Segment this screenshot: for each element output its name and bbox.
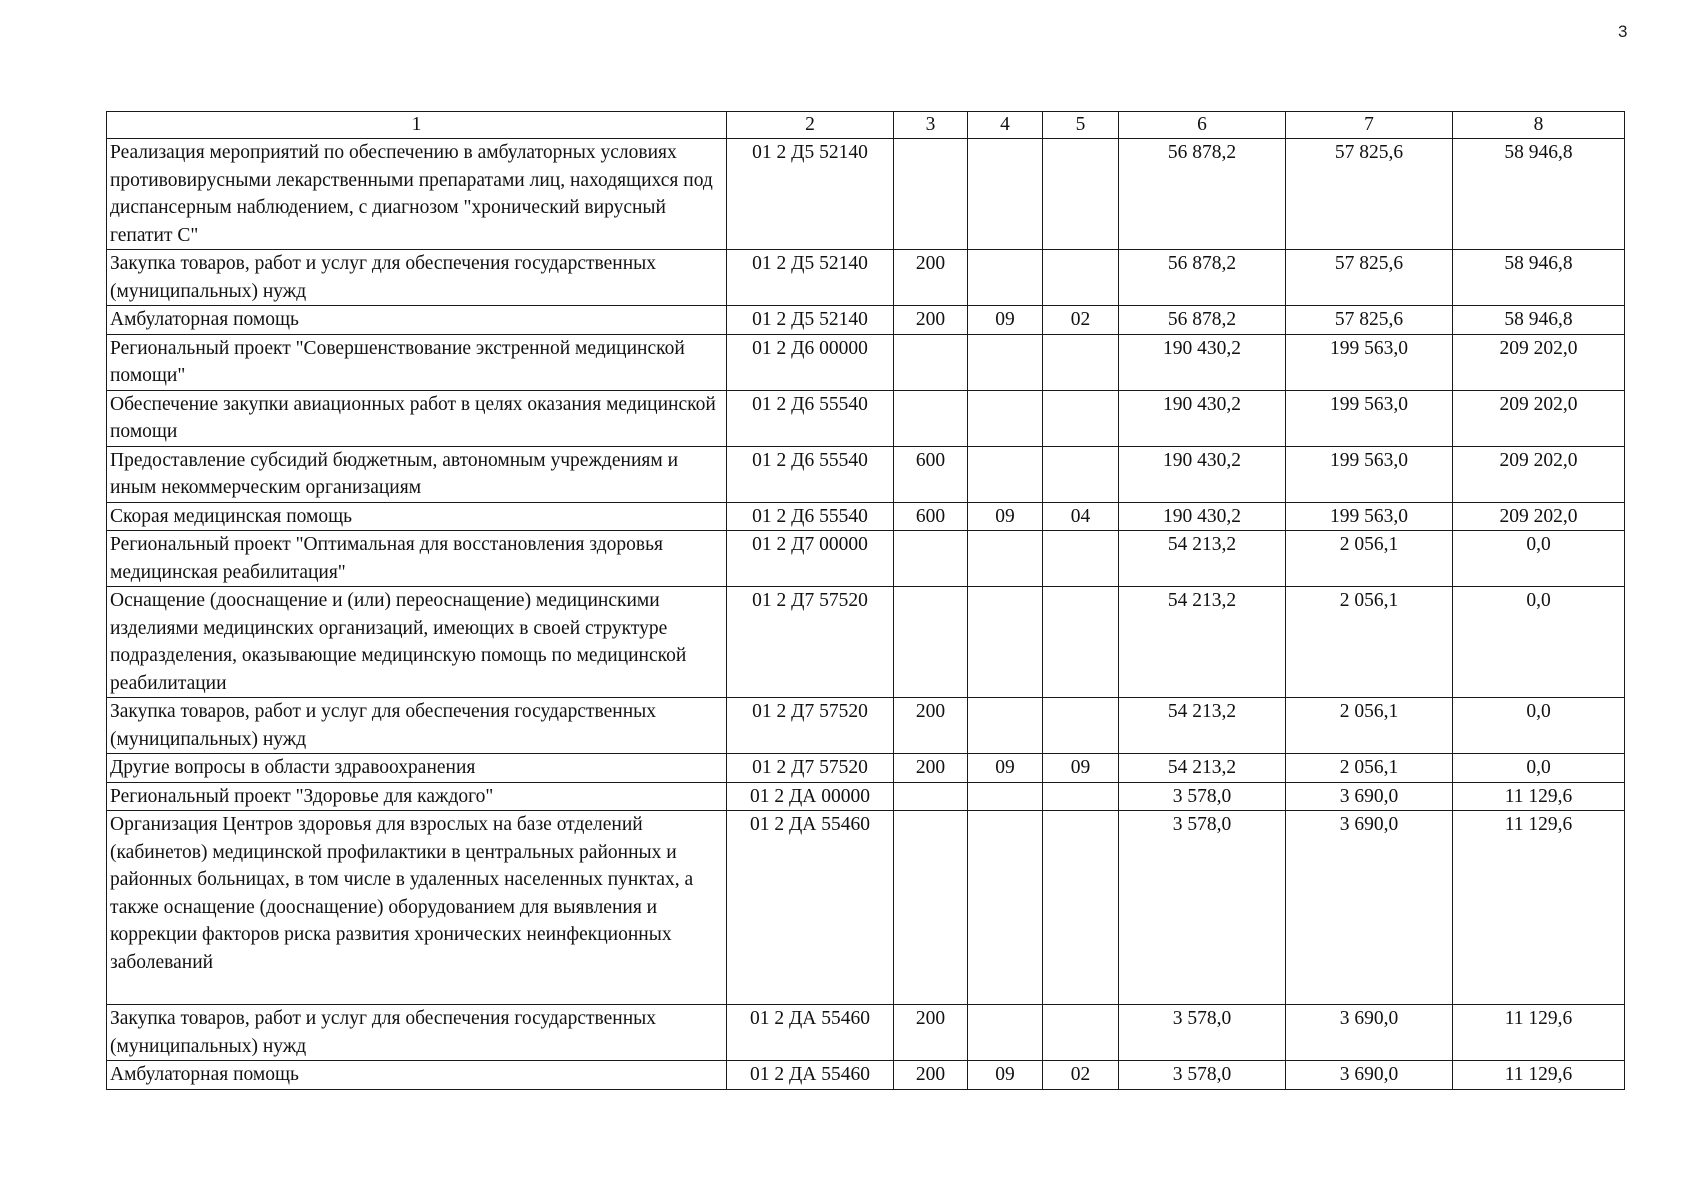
table-row [107, 502, 1625, 531]
row-value-8: 58 946,8 [1453, 306, 1625, 335]
row-value-6: 3 578,0 [1119, 1061, 1286, 1090]
row-col-3 [894, 782, 968, 811]
row-code: 01 2 ДА 55460 [727, 811, 894, 1005]
row-name: Амбулаторная помощь [107, 1061, 727, 1090]
row-value-8: 0,0 [1453, 587, 1625, 698]
header-col-4: 4 [968, 112, 1043, 139]
row-value-7: 57 825,6 [1286, 306, 1453, 335]
row-name: Региональный проект "Здоровье для каждого" [107, 782, 727, 811]
row-col-3 [894, 390, 968, 446]
row-value-6: 190 430,2 [1119, 502, 1286, 531]
row-name: Обеспечение закупки авиационных работ в целях оказания медицинской помощи [107, 390, 727, 446]
row-value-7: 199 563,0 [1286, 446, 1453, 502]
row-col-3: 200 [894, 306, 968, 335]
row-col-3: 200 [894, 698, 968, 754]
row-code: 01 2 ДА 00000 [727, 782, 894, 811]
row-col-4 [968, 139, 1043, 250]
row-value-8: 209 202,0 [1453, 446, 1625, 502]
row-value-6: 54 213,2 [1119, 587, 1286, 698]
row-col-5: 09 [1043, 754, 1119, 783]
row-name: Закупка товаров, работ и услуг для обеспечения государственных (муниципальных) нужд [107, 698, 727, 754]
row-name: Амбулаторная помощь [107, 306, 727, 335]
row-value-6: 56 878,2 [1119, 306, 1286, 335]
row-value-8: 11 129,6 [1453, 782, 1625, 811]
row-value-7: 199 563,0 [1286, 334, 1453, 390]
row-code: 01 2 Д7 57520 [727, 698, 894, 754]
header-col-3: 3 [894, 112, 968, 139]
row-value-7: 57 825,6 [1286, 139, 1453, 250]
row-col-4 [968, 250, 1043, 306]
table-row [107, 446, 1625, 502]
row-value-6: 190 430,2 [1119, 334, 1286, 390]
row-col-3: 600 [894, 446, 968, 502]
header-col-1: 1 [107, 112, 727, 139]
row-code: 01 2 Д7 57520 [727, 754, 894, 783]
row-name: Региональный проект "Оптимальная для восстановления здоровья медицинская реабилитация" [107, 531, 727, 587]
header-col-5: 5 [1043, 112, 1119, 139]
row-col-3: 200 [894, 250, 968, 306]
row-code: 01 2 ДА 55460 [727, 1061, 894, 1090]
row-col-4 [968, 334, 1043, 390]
row-value-8: 209 202,0 [1453, 502, 1625, 531]
row-value-7: 3 690,0 [1286, 811, 1453, 1005]
row-value-7: 2 056,1 [1286, 587, 1453, 698]
row-value-8: 0,0 [1453, 754, 1625, 783]
row-value-7: 2 056,1 [1286, 531, 1453, 587]
row-value-6: 56 878,2 [1119, 250, 1286, 306]
row-col-4 [968, 390, 1043, 446]
table-row [107, 1005, 1625, 1061]
table-row [107, 334, 1625, 390]
table-row [107, 139, 1625, 250]
row-value-8: 11 129,6 [1453, 1005, 1625, 1061]
header-col-7: 7 [1286, 112, 1453, 139]
row-col-4 [968, 446, 1043, 502]
row-col-3 [894, 334, 968, 390]
row-value-8: 11 129,6 [1453, 811, 1625, 1005]
row-value-6: 54 213,2 [1119, 531, 1286, 587]
row-col-5 [1043, 1005, 1119, 1061]
row-value-6: 190 430,2 [1119, 446, 1286, 502]
table-row [107, 811, 1625, 1005]
row-value-8: 209 202,0 [1453, 390, 1625, 446]
row-value-6: 190 430,2 [1119, 390, 1286, 446]
table-body [107, 139, 1625, 1090]
row-col-5: 04 [1043, 502, 1119, 531]
header-col-6: 6 [1119, 112, 1286, 139]
row-value-7: 199 563,0 [1286, 390, 1453, 446]
row-col-4: 09 [968, 1061, 1043, 1090]
row-col-5: 02 [1043, 306, 1119, 335]
row-col-4 [968, 782, 1043, 811]
row-value-8: 209 202,0 [1453, 334, 1625, 390]
row-code: 01 2 Д5 52140 [727, 250, 894, 306]
table-row [107, 390, 1625, 446]
header-col-8: 8 [1453, 112, 1625, 139]
row-name: Другие вопросы в области здравоохранения [107, 754, 727, 783]
row-col-3 [894, 531, 968, 587]
row-name: Организация Центров здоровья для взрослых на базе отделений (кабинетов) медицинской профилактики в центральных районных и районных больницах, в том числе в удаленных населенных пунктах, а также оснащение (дооснащение) оборудованием для выявления и коррекции факторов риска развития хронических неинфекционных заболеваний [107, 811, 727, 1005]
row-value-6: 3 578,0 [1119, 782, 1286, 811]
row-code: 01 2 Д5 52140 [727, 306, 894, 335]
row-col-3: 200 [894, 1005, 968, 1061]
page-number: 3 [1618, 22, 1628, 41]
row-value-8: 11 129,6 [1453, 1061, 1625, 1090]
row-value-8: 0,0 [1453, 531, 1625, 587]
row-name: Закупка товаров, работ и услуг для обеспечения государственных (муниципальных) нужд [107, 250, 727, 306]
row-name: Закупка товаров, работ и услуг для обеспечения государственных (муниципальных) нужд [107, 1005, 727, 1061]
row-value-6: 56 878,2 [1119, 139, 1286, 250]
table-row [107, 698, 1625, 754]
row-value-8: 0,0 [1453, 698, 1625, 754]
row-col-4: 09 [968, 754, 1043, 783]
row-value-7: 57 825,6 [1286, 250, 1453, 306]
row-col-3 [894, 139, 968, 250]
row-value-6: 3 578,0 [1119, 1005, 1286, 1061]
row-col-3 [894, 587, 968, 698]
row-col-5 [1043, 250, 1119, 306]
header-row [107, 112, 1625, 139]
row-name: Оснащение (дооснащение и (или) переоснащение) медицинскими изделиями медицинских организаций, имеющих в своей структуре подразделения, оказывающие медицинскую помощь по медицинской реабилитации [107, 587, 727, 698]
row-value-7: 3 690,0 [1286, 1005, 1453, 1061]
header-col-2: 2 [727, 112, 894, 139]
row-col-5 [1043, 811, 1119, 1005]
row-code: 01 2 Д7 00000 [727, 531, 894, 587]
row-name: Региональный проект "Совершенствование экстренной медицинской помощи" [107, 334, 727, 390]
row-col-4 [968, 698, 1043, 754]
row-code: 01 2 ДА 55460 [727, 1005, 894, 1061]
row-code: 01 2 Д6 55540 [727, 446, 894, 502]
row-col-3: 200 [894, 754, 968, 783]
row-col-5 [1043, 446, 1119, 502]
row-col-5 [1043, 698, 1119, 754]
row-code: 01 2 Д5 52140 [727, 139, 894, 250]
row-code: 01 2 Д6 55540 [727, 502, 894, 531]
row-value-7: 199 563,0 [1286, 502, 1453, 531]
row-col-4 [968, 587, 1043, 698]
row-col-3: 600 [894, 502, 968, 531]
row-col-5 [1043, 390, 1119, 446]
budget-table-container [106, 111, 1624, 1090]
row-code: 01 2 Д6 00000 [727, 334, 894, 390]
row-value-7: 3 690,0 [1286, 1061, 1453, 1090]
table-row [107, 587, 1625, 698]
row-col-5 [1043, 139, 1119, 250]
table-row [107, 250, 1625, 306]
row-col-4: 09 [968, 306, 1043, 335]
row-col-3 [894, 811, 968, 1005]
row-col-5 [1043, 587, 1119, 698]
row-code: 01 2 Д6 55540 [727, 390, 894, 446]
row-name: Скорая медицинская помощь [107, 502, 727, 531]
row-col-5 [1043, 782, 1119, 811]
row-code: 01 2 Д7 57520 [727, 587, 894, 698]
row-value-6: 54 213,2 [1119, 698, 1286, 754]
budget-table [106, 111, 1625, 1090]
table-row [107, 531, 1625, 587]
row-value-8: 58 946,8 [1453, 250, 1625, 306]
row-name: Реализация мероприятий по обеспечению в амбулаторных условиях противовирусными лекарственными препаратами лиц, находящихся под диспансерным наблюдением, с диагнозом "хронический вирусный гепатит С" [107, 139, 727, 250]
row-value-6: 54 213,2 [1119, 754, 1286, 783]
row-value-6: 3 578,0 [1119, 811, 1286, 1005]
table-row [107, 306, 1625, 335]
row-value-7: 2 056,1 [1286, 698, 1453, 754]
row-value-7: 3 690,0 [1286, 782, 1453, 811]
row-value-7: 2 056,1 [1286, 754, 1453, 783]
row-col-5: 02 [1043, 1061, 1119, 1090]
row-name: Предоставление субсидий бюджетным, автономным учреждениям и иным некоммерческим организациям [107, 446, 727, 502]
row-col-3: 200 [894, 1061, 968, 1090]
table-row [107, 1061, 1625, 1090]
row-col-4 [968, 811, 1043, 1005]
row-value-8: 58 946,8 [1453, 139, 1625, 250]
row-col-4 [968, 531, 1043, 587]
row-col-5 [1043, 531, 1119, 587]
row-col-4 [968, 1005, 1043, 1061]
row-col-4: 09 [968, 502, 1043, 531]
row-col-5 [1043, 334, 1119, 390]
table-row [107, 782, 1625, 811]
table-row [107, 754, 1625, 783]
